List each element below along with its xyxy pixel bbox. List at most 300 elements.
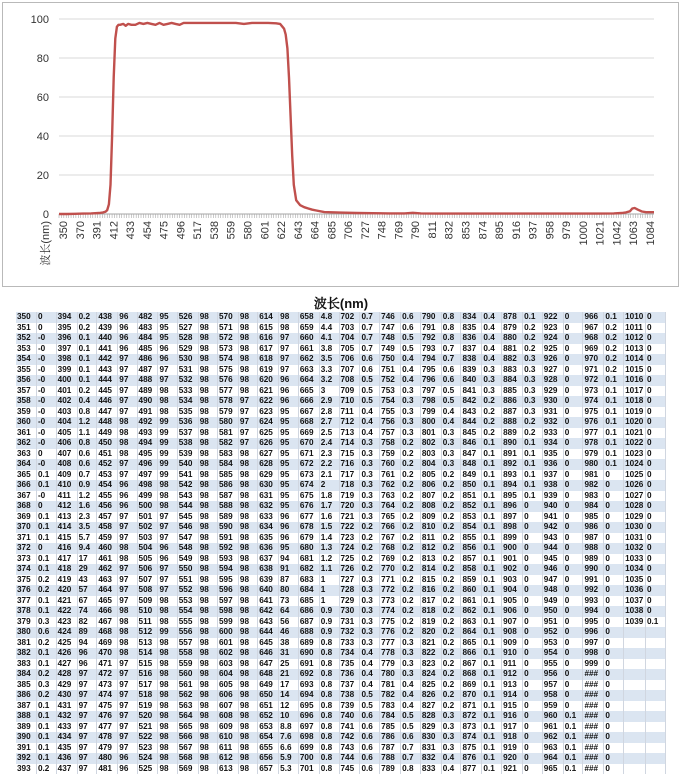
value-cell: 0.2 [523,323,543,334]
wavelength-cell: 894 [502,480,523,491]
wavelength-cell: 791 [420,323,441,334]
wavelength-cell: 598 [217,606,238,617]
wavelength-cell: 919 [502,743,523,754]
x-tick-label: 475 [159,221,171,239]
wavelength-cell: 442 [97,354,118,365]
value-cell: 0 [563,659,583,670]
wavelength-cell: 867 [461,659,482,670]
value-cell: 97 [77,743,97,754]
value-cell: 0.2 [523,333,543,344]
value-cell: 21 [279,669,299,680]
x-tick-label: 916 [511,221,523,239]
wavelength-cell: 490 [137,396,158,407]
value-cell: 0 [604,533,624,544]
value-cell: 98 [158,680,177,691]
value-cell: -0 [36,333,56,344]
value-cell: 3.5 [77,522,97,533]
value-cell: 97 [158,575,177,586]
wavelength-cell [624,743,646,754]
value-cell: 97 [77,690,97,701]
wavelength-cell: 597 [217,596,238,607]
value-cell: 0.6 [401,323,421,334]
value-cell: 0 [645,417,665,428]
value-cell: 0.2 [441,606,461,617]
x-tick-labels [58,214,657,245]
value-cell: 0.8 [319,753,339,764]
wavelength-cell: 912 [502,669,523,680]
value-cell [645,711,665,722]
table-row [16,501,666,512]
value-cell: 0.1 [482,470,502,481]
value-cell: 99 [158,449,177,460]
value-cell: 0.7 [360,323,380,334]
y-tick-label: 0 [43,209,49,221]
value-cell: 0.1 [482,638,502,649]
wavelength-cell: 932 [542,417,563,428]
y-tick-label: 80 [37,53,49,65]
value-cell: 0.3 [401,407,421,418]
wavelength-cell: 923 [542,323,563,334]
x-tick-label: 1000 [578,221,590,245]
value-cell: 98 [198,533,217,544]
wavelength-cell: 829 [420,722,441,733]
value-cell: 97 [118,533,137,544]
table-row [16,554,666,565]
wavelength-cell: 499 [137,491,158,502]
wavelength-cell: 975 [583,407,604,418]
wavelength-cell: 696 [298,711,319,722]
table-row [16,543,666,554]
wavelength-cell: 387 [16,701,36,712]
value-cell: 0.3 [523,365,543,376]
value-cell [645,638,665,649]
wavelength-cell: 719 [339,491,360,502]
wavelength-cell: 366 [16,480,36,491]
value-cell: 0.1 [563,732,583,743]
wavelength-cell: 543 [177,491,198,502]
wavelength-cell: 780 [380,669,401,680]
value-cell: 97 [238,407,257,418]
value-cell: 0.4 [482,344,502,355]
value-cell: 96 [118,312,137,323]
value-cell: 97 [158,522,177,533]
value-cell: 64 [279,606,299,617]
wavelength-cell: 730 [339,606,360,617]
wavelength-cell: 834 [461,312,482,323]
wavelength-cell: 436 [56,753,77,764]
wavelength-cell: 767 [380,533,401,544]
wavelength-cell: 927 [542,365,563,376]
value-cell: 0 [604,512,624,523]
value-cell: 96 [279,533,299,544]
wavelength-cell: 931 [542,407,563,418]
wavelength-cell: 918 [502,732,523,743]
value-cell: -0 [36,354,56,365]
value-cell: 0.4 [441,407,461,418]
value-cell: 97 [77,701,97,712]
wavelength-cell: 537 [177,428,198,439]
table-row [16,564,666,575]
wavelength-cell: 935 [542,449,563,460]
value-cell: 97 [238,417,257,428]
value-cell: 0.5 [360,690,380,701]
wavelength-cell: 633 [258,512,279,523]
wavelength-cell: 1012 [624,333,646,344]
wavelength-cell: 558 [177,648,198,659]
wavelength-cell: ### [583,690,604,701]
wavelength-cell: 606 [217,690,238,701]
value-cell: 0.5 [360,396,380,407]
value-cell: 0.8 [319,711,339,722]
wavelength-cell: 470 [97,648,118,659]
value-cell: 0.2 [441,690,461,701]
value-cell: 0.7 [441,344,461,355]
wavelength-cell: 1020 [624,417,646,428]
wavelength-cell: 890 [502,438,523,449]
value-cell: 3.2 [319,375,339,386]
value-cell: 96 [77,659,97,670]
value-cell: 0.2 [77,386,97,397]
wavelength-cell: 711 [339,407,360,418]
value-cell: 98 [198,680,217,691]
value-cell: 0 [645,554,665,565]
value-cell: 0 [645,312,665,323]
value-cell: 0 [604,585,624,596]
wavelength-cell: ### [583,711,604,722]
wavelength-cell: 713 [339,428,360,439]
value-cell: 96 [279,375,299,386]
value-cell [645,627,665,638]
wavelength-cell: 522 [137,732,158,743]
wavelength-cell: 820 [420,627,441,638]
value-cell: 99 [158,470,177,481]
value-cell: 97 [118,701,137,712]
wavelength-cell: 407 [56,449,77,460]
value-cell: 97 [118,575,137,586]
wavelength-cell: 652 [258,711,279,722]
value-cell: 0.1 [482,596,502,607]
wavelength-cell: 496 [137,459,158,470]
wavelength-cell: 735 [339,659,360,670]
value-cell: 0.3 [441,722,461,733]
value-cell: 98 [198,575,217,586]
value-cell: 98 [238,711,257,722]
wavelength-cell: 582 [217,438,238,449]
wavelength-cell: 807 [420,491,441,502]
value-cell: 0.3 [441,459,461,470]
value-cell: 0.2 [441,554,461,565]
value-cell: 0.1 [482,585,502,596]
value-cell: 97 [158,375,177,386]
value-cell: 0 [604,554,624,565]
wavelength-cell: 789 [380,764,401,774]
wavelength-cell: 960 [542,711,563,722]
wavelength-cell: 755 [380,407,401,418]
value-cell: 0.2 [36,638,56,649]
y-tick-label: 40 [37,131,49,143]
table-row [16,743,666,754]
wavelength-cell: 994 [583,606,604,617]
wavelength-cell: 1035 [624,575,646,586]
value-cell: 0.1 [563,743,583,754]
wavelength-cell: 971 [583,365,604,376]
table-row [16,606,666,617]
value-cell: 0.1 [36,533,56,544]
wavelength-cell: 383 [16,659,36,670]
wavelength-cell: 544 [177,501,198,512]
wavelength-cell: 1011 [624,323,646,334]
value-cell: 96 [279,386,299,397]
wavelength-cell: 678 [298,522,319,533]
value-cell: 0.2 [401,491,421,502]
value-cell: 43 [77,575,97,586]
value-cell: 0.1 [36,648,56,659]
value-cell: 0.6 [360,764,380,774]
wavelength-cell: 944 [542,543,563,554]
wavelength-cell: 450 [97,438,118,449]
value-cell: 95 [279,428,299,439]
wavelength-cell: 978 [583,438,604,449]
value-cell: 0.8 [319,680,339,691]
wavelength-cell: 429 [56,680,77,691]
value-cell [645,659,665,670]
wavelength-cell: 825 [420,680,441,691]
wavelength-cell: 898 [502,522,523,533]
chart-area [2,2,679,287]
value-cell: 0.5 [401,333,421,344]
value-cell: 98 [238,617,257,628]
wavelength-cell: 607 [217,701,238,712]
wavelength-cell: 793 [420,344,441,355]
value-cell: 98 [118,638,137,649]
wavelength-cell: 683 [298,575,319,586]
wavelength-cell: 355 [16,365,36,376]
wavelength-cell: 1034 [624,564,646,575]
value-cell: 0.1 [604,375,624,386]
value-cell: 98 [158,753,177,764]
y-tick-labels [31,14,49,221]
value-cell: 1.6 [77,501,97,512]
value-cell: 0.2 [482,428,502,439]
wavelength-cell: 565 [177,722,198,733]
wavelength-cell: 882 [502,354,523,365]
value-cell: 0.2 [401,522,421,533]
wavelength-cell: 858 [461,564,482,575]
wavelength-cell: 936 [542,459,563,470]
value-cell: 98 [198,459,217,470]
wavelength-cell: 852 [461,501,482,512]
wavelength-cell: 674 [298,480,319,491]
wavelength-cell: 406 [56,438,77,449]
value-cell: 0.8 [319,764,339,774]
value-cell: 0.1 [604,396,624,407]
value-cell: 10 [279,711,299,722]
wavelength-cell: 688 [298,627,319,638]
wavelength-cell: 909 [502,638,523,649]
wavelength-cell: 681 [298,554,319,565]
wavelength-cell: 934 [542,438,563,449]
value-cell: 98 [198,732,217,743]
value-cell: 2.1 [319,470,339,481]
wavelength-cell: 458 [97,522,118,533]
value-cell: 98 [118,543,137,554]
wavelength-cell: 689 [298,638,319,649]
wavelength-cell: 838 [461,354,482,365]
value-cell: 96 [158,554,177,565]
wavelength-cell: 981 [583,470,604,481]
value-cell: 98 [238,470,257,481]
value-cell: 0.4 [360,648,380,659]
wavelength-cell: 682 [298,564,319,575]
value-cell: 56 [279,617,299,628]
value-cell: 1 [319,575,339,586]
value-cell: 0 [604,491,624,502]
value-cell: 98 [158,648,177,659]
value-cell: 0.3 [360,617,380,628]
value-cell: 0.1 [482,522,502,533]
wavelength-cell: 361 [16,428,36,439]
value-cell: 96 [279,396,299,407]
value-cell: 98 [158,501,177,512]
wavelength-cell: 823 [420,659,441,670]
wavelength-cell: 896 [502,501,523,512]
wavelength-cell: 917 [502,722,523,733]
wavelength-cell: 718 [339,480,360,491]
value-cell: 0.2 [604,323,624,334]
data-table [16,312,666,774]
value-cell: 0.1 [604,428,624,439]
value-cell: 0.6 [360,732,380,743]
wavelength-cell: 431 [56,701,77,712]
wavelength-cell: 922 [542,312,563,323]
wavelength-cell: 1014 [624,354,646,365]
value-cell: 0 [645,543,665,554]
value-cell: 17 [77,554,97,565]
wavelength-cell: 977 [583,428,604,439]
value-cell: 0 [563,491,583,502]
wavelength-cell: 362 [16,438,36,449]
wavelength-cell: 987 [583,533,604,544]
wavelength-cell: 414 [56,522,77,533]
wavelength-cell: 794 [420,354,441,365]
wavelength-cell: 513 [137,638,158,649]
wavelength-cell: 444 [97,375,118,386]
value-cell: 0.2 [401,575,421,586]
value-cell: 0.3 [360,459,380,470]
value-cell: 0.1 [77,365,97,376]
wavelength-cell: 624 [258,417,279,428]
value-cell: 0.2 [441,470,461,481]
value-cell: 0.4 [77,396,97,407]
wavelength-cell: 391 [16,743,36,754]
wavelength-cell: 974 [583,396,604,407]
wavelength-cell: 705 [339,344,360,355]
value-cell: 97 [77,753,97,764]
value-cell: 0.9 [319,627,339,638]
value-cell: 0.2 [523,428,543,439]
wavelength-cell: 665 [298,386,319,397]
value-cell: 0 [604,596,624,607]
wavelength-cell: 473 [97,680,118,691]
table-row [16,491,666,502]
wavelength-cell: 827 [420,701,441,712]
value-cell: 0.1 [482,501,502,512]
wavelength-cell: 940 [542,501,563,512]
value-cell: 95 [158,312,177,323]
value-cell: 0.5 [441,396,461,407]
value-cell: 0 [563,407,583,418]
wavelength-cell: 563 [177,701,198,712]
wavelength-cell: 879 [502,323,523,334]
wavelength-cell: 507 [137,575,158,586]
wavelength-cell: 988 [583,543,604,554]
wavelength-cell: 709 [339,386,360,397]
value-cell: 0 [604,564,624,575]
value-cell: 97 [118,407,137,418]
wavelength-cell: 586 [217,480,238,491]
wavelength-cell: 592 [217,543,238,554]
value-cell: 8.8 [279,722,299,733]
value-cell: 0.2 [441,659,461,670]
value-cell: 98 [198,354,217,365]
value-cell: 98 [158,617,177,628]
wavelength-cell: 521 [137,722,158,733]
value-cell: 0 [563,638,583,649]
wavelength-cell: 427 [56,659,77,670]
wavelength-cell: 874 [461,732,482,743]
value-cell: 98 [198,722,217,733]
value-cell: 98 [158,596,177,607]
wavelength-cell: 893 [502,470,523,481]
value-cell: 0.3 [401,386,421,397]
wavelength-cell: 494 [137,438,158,449]
value-cell: 0 [604,575,624,586]
wavelength-cell: 354 [16,354,36,365]
wavelength-cell: 1015 [624,365,646,376]
value-cell: 14 [279,690,299,701]
wavelength-cell: 848 [461,459,482,470]
value-cell: 0.3 [441,438,461,449]
wavelength-cell: 569 [177,764,198,774]
wavelength-cell: 925 [542,344,563,355]
value-cell: 0 [523,533,543,544]
wavelength-cell: 744 [339,753,360,764]
value-cell: 0.1 [77,354,97,365]
wavelength-cell: 870 [461,690,482,701]
value-cell: 0.2 [36,585,56,596]
x-tick-label: 622 [276,221,288,239]
wavelength-cell [624,648,646,659]
value-cell: 2.3 [77,512,97,523]
wavelength-cell: 365 [16,470,36,481]
value-cell: 0 [563,375,583,386]
wavelength-cell: 998 [583,648,604,659]
value-cell: 97 [279,354,299,365]
wavelength-cell: 1039 [624,617,646,628]
value-cell: -0 [36,386,56,397]
wavelength-cell: 635 [258,533,279,544]
value-cell: 98 [158,690,177,701]
value-cell: 0.1 [482,711,502,722]
wavelength-cell: 625 [258,428,279,439]
wavelength-cell: 1026 [624,480,646,491]
value-cell: 0 [604,522,624,533]
wavelength-cell: 914 [502,690,523,701]
value-cell: 0 [563,344,583,355]
value-cell: 97 [158,585,177,596]
wavelength-cell: 620 [258,375,279,386]
value-cell: 0.4 [360,680,380,691]
